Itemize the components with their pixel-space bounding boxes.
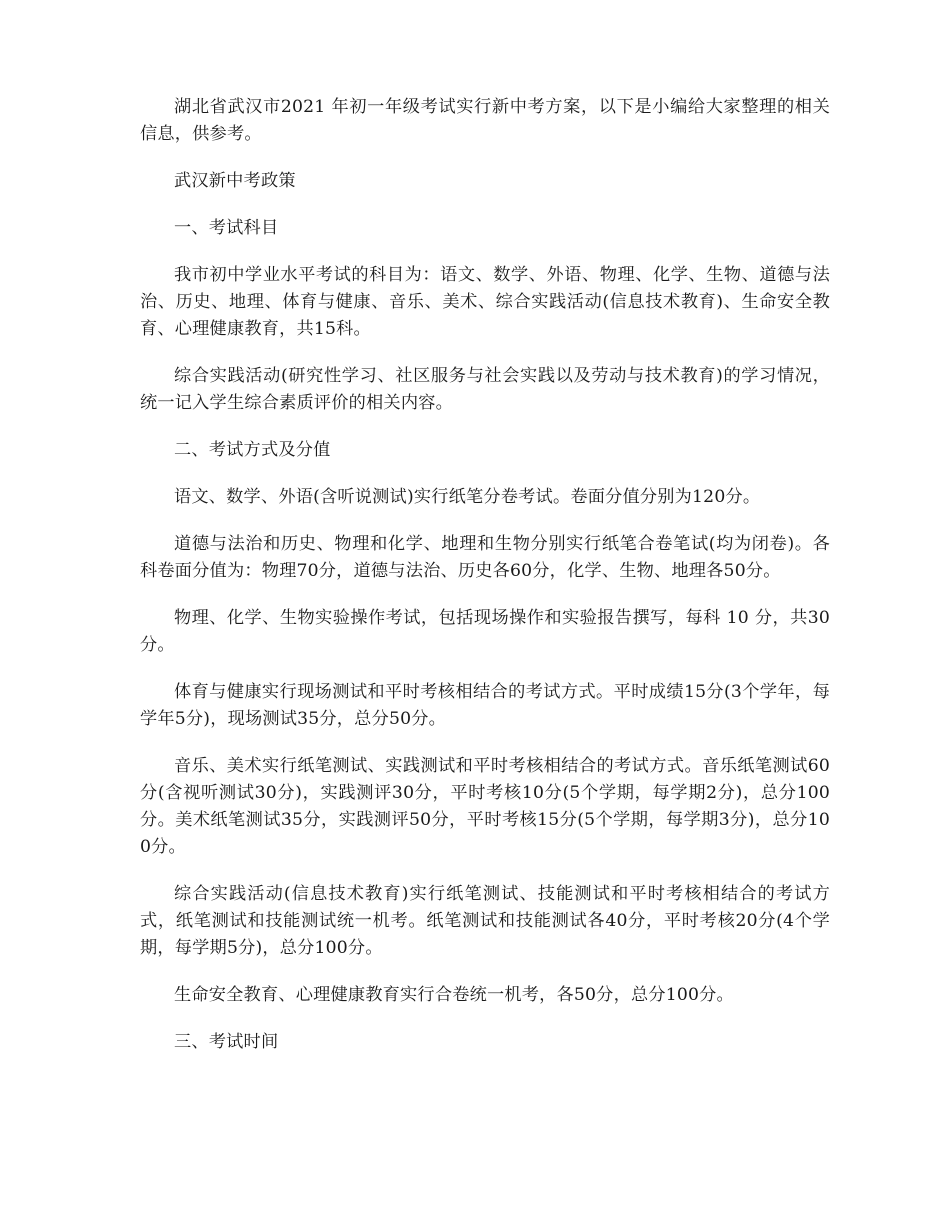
section-heading-subjects: 一、考试科目 [174,218,279,238]
music-art-paragraph: 音乐、美术实行纸笔测试、实践测试和平时考核相结合的考试方式。音乐纸笔测试60分(含视听测试30分)，实践测评30分，平时考核10分(5个学期，每学期2分)，总分100分。美术纸笔测试35分，实践测评50分，平时考核15分(5个学期，每学期3分)，总分100分。 [140,756,830,857]
document-body [140,94,830,1076]
pe-paragraph: 体育与健康实行现场测试和平时考核相结合的考试方式。平时成绩15分(3个学年，每学年5分)，现场测试35分，总分50分。 [140,682,830,729]
chinese-math-english-paragraph: 语文、数学、外语(含听说测试)实行纸笔分卷考试。卷面分值分别为120分。 [174,487,761,507]
safety-health-paragraph: 生命安全教育、心理健康教育实行合卷统一机考，各50分，总分100分。 [174,985,734,1005]
section-heading-exam-time: 三、考试时间 [174,1032,279,1052]
lab-exam-paragraph: 物理、化学、生物实验操作考试，包括现场操作和实验报告撰写，每科 10 分，共30分。 [140,608,830,655]
policy-title: 武汉新中考政策 [174,171,296,191]
combined-exam-paragraph: 道德与法治和历史、物理和化学、地理和生物分别实行纸笔合卷笔试(均为闭卷)。各科卷面分值为：物理70分，道德与法治、历史各60分，化学、生物、地理各50分。 [140,534,830,581]
subjects-paragraph: 我市初中学业水平考试的科目为：语文、数学、外语、物理、化学、生物、道德与法治、历史、地理、体育与健康、音乐、美术、综合实践活动(信息技术教育)、生命安全教育、心理健康教育，共15科。 [140,265,830,339]
intro-paragraph: 湖北省武汉市2021 年初一年级考试实行新中考方案，以下是小编给大家整理的相关信息，供参考。 [140,97,830,144]
section-heading-methods-scores: 二、考试方式及分值 [174,440,331,460]
practice-activity-paragraph: 综合实践活动(研究性学习、社区服务与社会实践以及劳动与技术教育)的学习情况，统一记入学生综合素质评价的相关内容。 [140,366,830,413]
it-education-paragraph: 综合实践活动(信息技术教育)实行纸笔测试、技能测试和平时考核相结合的考试方式，纸笔测试和技能测试统一机考。纸笔测试和技能测试各40分，平时考核20分(4个学期，每学期5分)，总分100分。 [140,884,830,958]
